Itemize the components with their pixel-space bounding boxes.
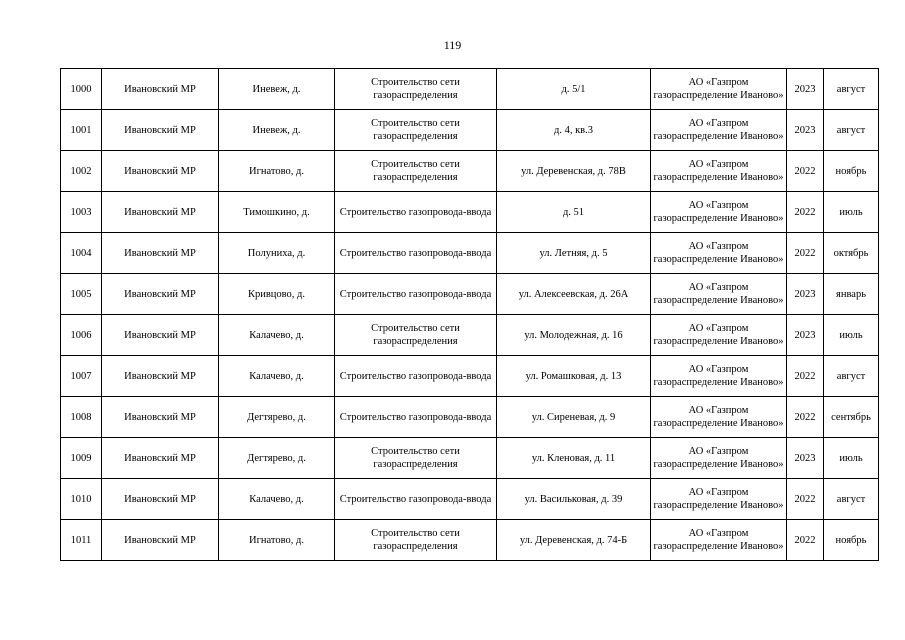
- month-cell: июль: [824, 438, 879, 479]
- address-cell: ул. Деревенская, д. 78В: [497, 151, 651, 192]
- address-cell: д. 51: [497, 192, 651, 233]
- row-number-cell: 1001: [61, 110, 102, 151]
- row-number-cell: 1009: [61, 438, 102, 479]
- table-row: [61, 520, 879, 561]
- work-type-cell: Строительство сети газораспределения: [335, 110, 497, 151]
- address-cell: ул. Васильковая, д. 39: [497, 479, 651, 520]
- locality-cell: Игнатово, д.: [219, 151, 335, 192]
- organization-cell: АО «Газпром газораспределение Иваново»: [651, 192, 787, 233]
- organization-cell: АО «Газпром газораспределение Иваново»: [651, 233, 787, 274]
- table-row: [61, 233, 879, 274]
- year-cell: 2022: [787, 192, 824, 233]
- district-cell: Ивановский МР: [102, 315, 219, 356]
- table-row: [61, 192, 879, 233]
- district-cell: Ивановский МР: [102, 479, 219, 520]
- district-cell: Ивановский МР: [102, 69, 219, 110]
- work-type-cell: Строительство газопровода-ввода: [335, 397, 497, 438]
- address-cell: ул. Сиреневая, д. 9: [497, 397, 651, 438]
- locality-cell: Игнатово, д.: [219, 520, 335, 561]
- year-cell: 2023: [787, 69, 824, 110]
- row-number-cell: 1010: [61, 479, 102, 520]
- month-cell: январь: [824, 274, 879, 315]
- page-number: 119: [443, 38, 462, 52]
- month-cell: август: [824, 479, 879, 520]
- address-cell: ул. Алексеевская, д. 26А: [497, 274, 651, 315]
- organization-cell: АО «Газпром газораспределение Иваново»: [651, 520, 787, 561]
- year-cell: 2023: [787, 315, 824, 356]
- row-number-cell: 1011: [61, 520, 102, 561]
- locality-cell: Калачево, д.: [219, 479, 335, 520]
- locality-cell: Иневеж, д.: [219, 69, 335, 110]
- row-number-cell: 1006: [61, 315, 102, 356]
- work-type-cell: Строительство газопровода-ввода: [335, 192, 497, 233]
- year-cell: 2022: [787, 520, 824, 561]
- organization-cell: АО «Газпром газораспределение Иваново»: [651, 397, 787, 438]
- address-cell: д. 4, кв.3: [497, 110, 651, 151]
- locality-cell: Дегтярево, д.: [219, 438, 335, 479]
- row-number-cell: 1000: [61, 69, 102, 110]
- address-cell: ул. Кленовая, д. 11: [497, 438, 651, 479]
- month-cell: август: [824, 356, 879, 397]
- table-row: [61, 356, 879, 397]
- row-number-cell: 1005: [61, 274, 102, 315]
- data-table: [60, 68, 879, 561]
- row-number-cell: 1004: [61, 233, 102, 274]
- row-number-cell: 1003: [61, 192, 102, 233]
- locality-cell: Полуниха, д.: [219, 233, 335, 274]
- table-body: [61, 69, 879, 561]
- year-cell: 2022: [787, 479, 824, 520]
- work-type-cell: Строительство сети газораспределения: [335, 520, 497, 561]
- organization-cell: АО «Газпром газораспределение Иваново»: [651, 356, 787, 397]
- district-cell: Ивановский МР: [102, 274, 219, 315]
- year-cell: 2022: [787, 356, 824, 397]
- month-cell: июль: [824, 192, 879, 233]
- locality-cell: Иневеж, д.: [219, 110, 335, 151]
- year-cell: 2022: [787, 397, 824, 438]
- address-cell: ул. Деревенская, д. 74-Б: [497, 520, 651, 561]
- address-cell: д. 5/1: [497, 69, 651, 110]
- work-type-cell: Строительство газопровода-ввода: [335, 233, 497, 274]
- table-row: [61, 69, 879, 110]
- organization-cell: АО «Газпром газораспределение Иваново»: [651, 110, 787, 151]
- district-cell: Ивановский МР: [102, 233, 219, 274]
- year-cell: 2022: [787, 233, 824, 274]
- locality-cell: Тимошкино, д.: [219, 192, 335, 233]
- address-cell: ул. Летняя, д. 5: [497, 233, 651, 274]
- work-type-cell: Строительство сети газораспределения: [335, 69, 497, 110]
- organization-cell: АО «Газпром газораспределение Иваново»: [651, 69, 787, 110]
- locality-cell: Калачево, д.: [219, 315, 335, 356]
- month-cell: август: [824, 69, 879, 110]
- table-row: [61, 110, 879, 151]
- district-cell: Ивановский МР: [102, 438, 219, 479]
- locality-cell: Кривцово, д.: [219, 274, 335, 315]
- table-row: [61, 315, 879, 356]
- district-cell: Ивановский МР: [102, 110, 219, 151]
- district-cell: Ивановский МР: [102, 356, 219, 397]
- district-cell: Ивановский МР: [102, 397, 219, 438]
- year-cell: 2023: [787, 438, 824, 479]
- organization-cell: АО «Газпром газораспределение Иваново»: [651, 151, 787, 192]
- organization-cell: АО «Газпром газораспределение Иваново»: [651, 315, 787, 356]
- district-cell: Ивановский МР: [102, 192, 219, 233]
- district-cell: Ивановский МР: [102, 520, 219, 561]
- organization-cell: АО «Газпром газораспределение Иваново»: [651, 438, 787, 479]
- organization-cell: АО «Газпром газораспределение Иваново»: [651, 274, 787, 315]
- table-row: [61, 397, 879, 438]
- year-cell: 2023: [787, 274, 824, 315]
- table-row: [61, 274, 879, 315]
- work-type-cell: Строительство сети газораспределения: [335, 151, 497, 192]
- address-cell: ул. Молодежная, д. 16: [497, 315, 651, 356]
- month-cell: август: [824, 110, 879, 151]
- district-cell: Ивановский МР: [102, 151, 219, 192]
- locality-cell: Калачево, д.: [219, 356, 335, 397]
- table-row: [61, 479, 879, 520]
- row-number-cell: 1007: [61, 356, 102, 397]
- month-cell: июль: [824, 315, 879, 356]
- month-cell: ноябрь: [824, 151, 879, 192]
- locality-cell: Дегтярево, д.: [219, 397, 335, 438]
- table-row: [61, 151, 879, 192]
- work-type-cell: Строительство газопровода-ввода: [335, 274, 497, 315]
- address-cell: ул. Ромашковая, д. 13: [497, 356, 651, 397]
- month-cell: сентябрь: [824, 397, 879, 438]
- table-row: [61, 438, 879, 479]
- row-number-cell: 1002: [61, 151, 102, 192]
- work-type-cell: Строительство газопровода-ввода: [335, 356, 497, 397]
- work-type-cell: Строительство сети газораспределения: [335, 315, 497, 356]
- organization-cell: АО «Газпром газораспределение Иваново»: [651, 479, 787, 520]
- month-cell: октябрь: [824, 233, 879, 274]
- year-cell: 2023: [787, 110, 824, 151]
- work-type-cell: Строительство газопровода-ввода: [335, 479, 497, 520]
- work-type-cell: Строительство сети газораспределения: [335, 438, 497, 479]
- year-cell: 2022: [787, 151, 824, 192]
- month-cell: ноябрь: [824, 520, 879, 561]
- row-number-cell: 1008: [61, 397, 102, 438]
